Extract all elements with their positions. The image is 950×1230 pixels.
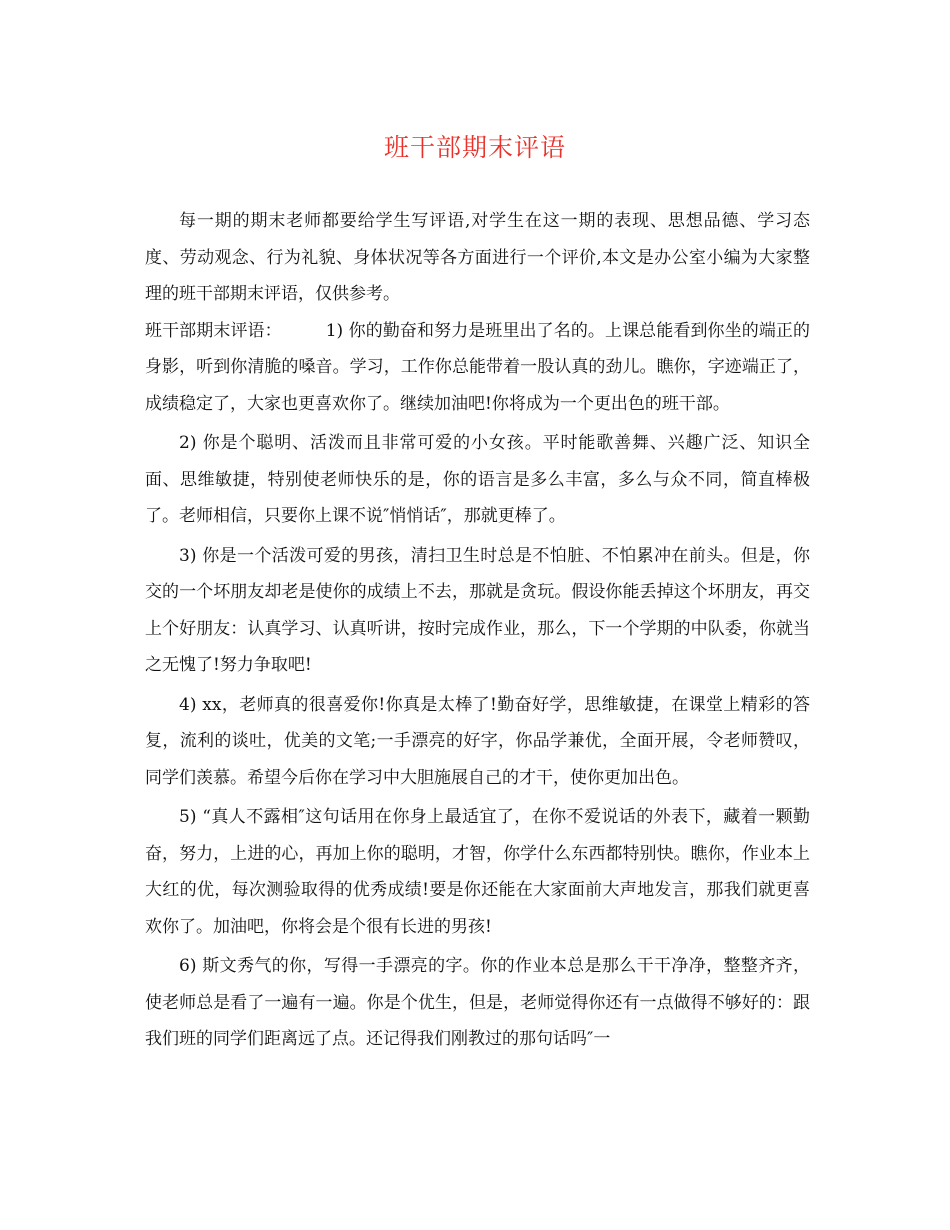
- intro-paragraph: 每一期的期末老师都要给学生写评语,对学生在这一期的表现、思想品德、学习态度、劳动观念、行为礼貌、身体状况等各方面进行一个评价,本文是办公室小编为大家整理的班干部期末评语，仅供参考。: [145, 211, 810, 304]
- section-label: 班干部期末评语：: [145, 320, 282, 341]
- comment-paragraph-3: 3) 你是一个活泼可爱的男孩，清扫卫生时总是不怕脏、不怕累冲在前头。但是，你交的一个坏朋友却老是使你的成绩上不去，那就是贪玩。假设你能丢掉这个坏朋友，再交上个好朋友：认真学习、认真听讲，按时完成作业，那么，下一个学期的中队委，你就当之无愧了!努力争取吧!: [145, 545, 810, 675]
- comment-paragraph-2: 2) 你是个聪明、活泼而且非常可爱的小女孩。平时能歌善舞、兴趣广泛、知识全面、思维敏捷，特别使老师快乐的是，你的语言是多么丰富，多么与众不同，简直棒极了。老师相信，只要你上课不说″悄悄话″，那就更棒了。: [145, 433, 810, 526]
- comment-paragraph-5: 5) “真人不露相″这句话用在你身上最适宜了，在你不爱说话的外表下，藏着一颗勤奋，努力，上进的心，再加上你的聪明，才智，你学什么东西都特别快。瞧你，作业本上大红的优，每次测验取得的优秀成绩!要是你还能在大家面前大声地发言，那我们就更喜欢你了。加油吧，你将会是个很有长进的男孩!: [145, 807, 810, 937]
- comment-paragraph-1: [145, 313, 810, 423]
- document-title: 班干部期末评语: [383, 133, 566, 162]
- comment-paragraph-4: 4) xx，老师真的很喜爱你!你真是太棒了!勤奋好学，思维敏捷，在课堂上精彩的答复，流利的谈吐，优美的文笔;一手漂亮的好字，你品学兼优，全面开展，令老师赞叹，同学们羡慕。希望今后你在学习中大胆施展自己的才干，使你更加出色。: [145, 694, 810, 788]
- comment-text-1: 1) 你的勤奋和努力是班里出了名的。上课总能看到你坐的端正的身影，听到你清脆的嗓音。学习，工作你总能带着一股认真的劲儿。瞧你，字迹端正了，成绩稳定了，大家也更喜欢你了。继续加油吧!你将成为一个更出色的班干部。: [145, 320, 810, 414]
- document-body: [145, 203, 810, 1058]
- comment-paragraph-6: 6) 斯文秀气的你，写得一手漂亮的字。你的作业本总是那么干干净净，整整齐齐，使老师总是看了一遍有一遍。你是个优生，但是，老师觉得你还有一点做得不够好的：跟我们班的同学们距离远了点。还记得我们刚教过的那句话吗″一: [145, 956, 810, 1049]
